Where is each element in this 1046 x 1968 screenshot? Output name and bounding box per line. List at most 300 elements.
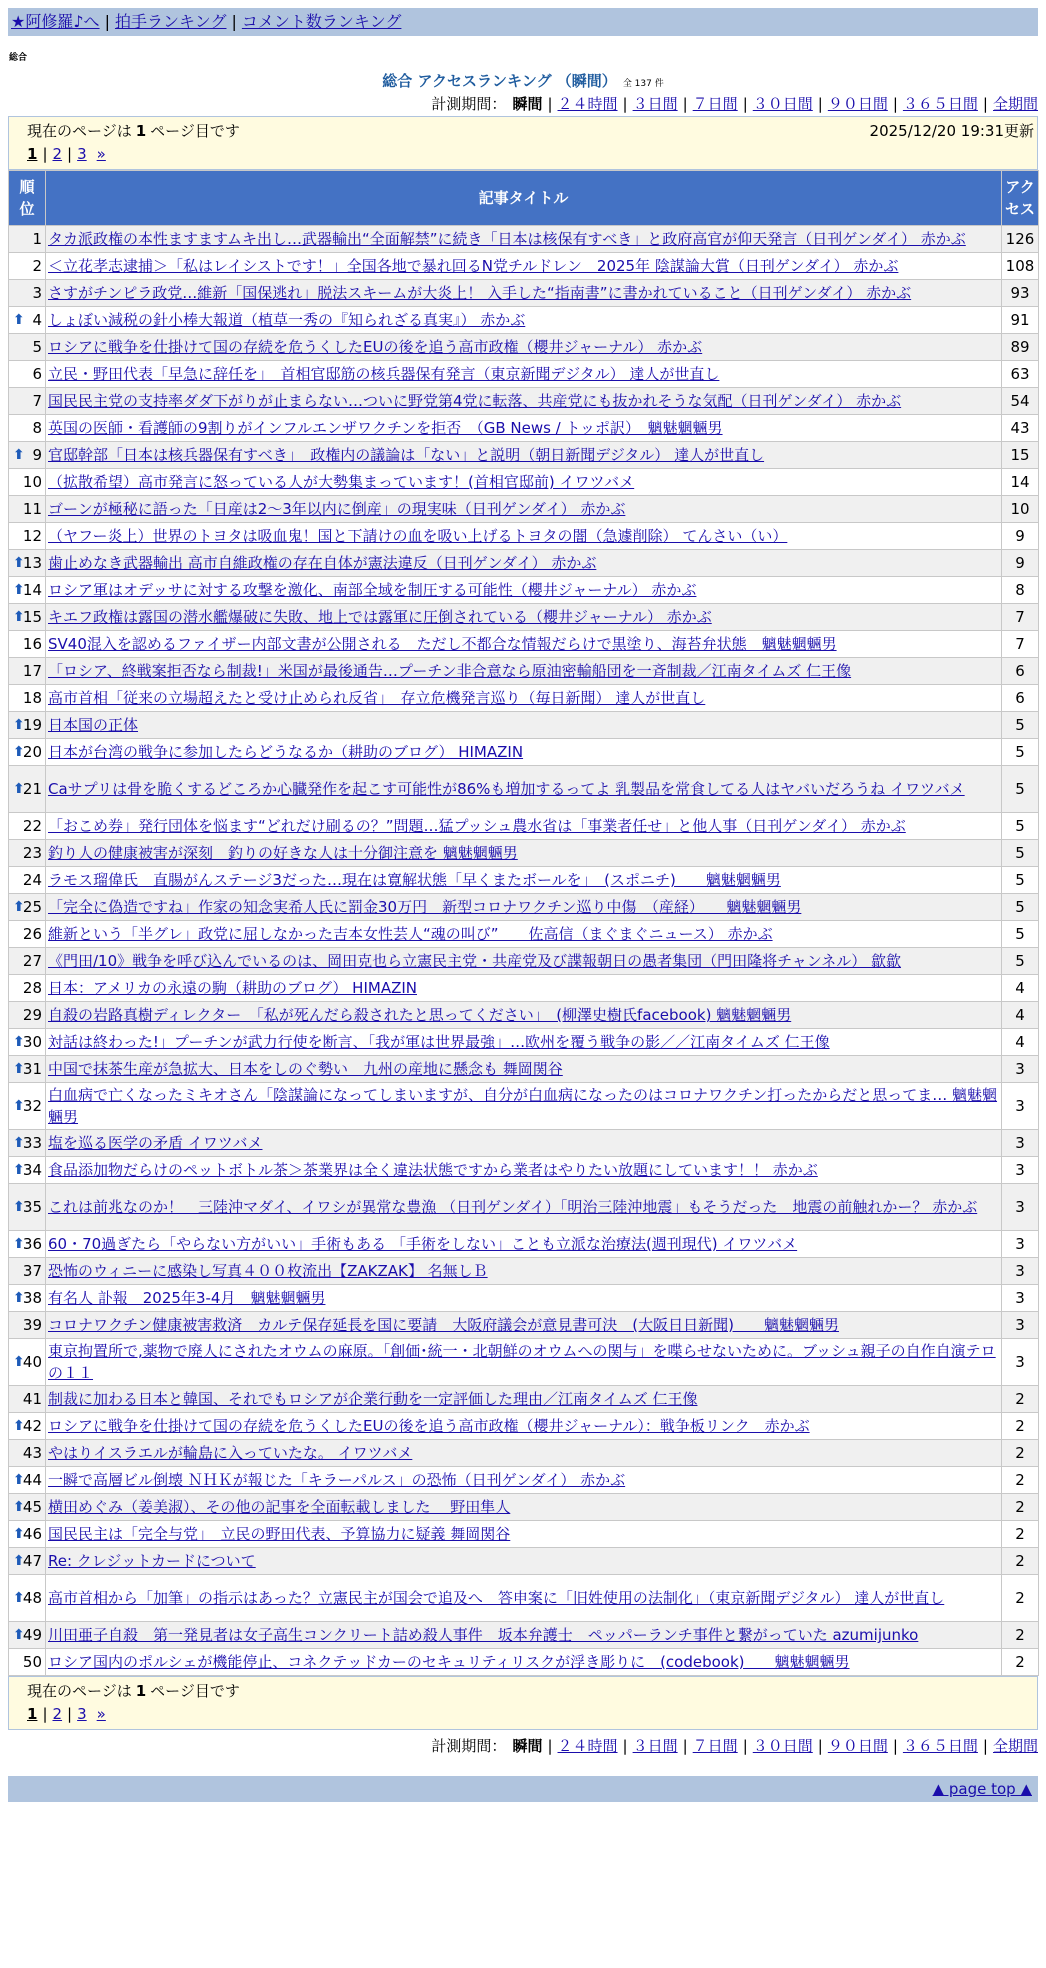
article-link[interactable]: （拡散希望）高市発言に怒っている人が大勢集まっています！(首相官邸前) イワツバメ xyxy=(48,473,635,491)
table-row xyxy=(9,1002,1039,1029)
rank-cell xyxy=(9,840,46,867)
table-row xyxy=(9,361,1039,388)
article-link[interactable]: 対話は終わった!」プーチンが武力行使を断言、「我が軍は世界最強」…欧州を覆う戦争の影／／江南タイムズ 仁王像 xyxy=(48,1033,830,1051)
up-arrow-icon: ⬆ xyxy=(13,312,25,328)
article-link[interactable]: 国民民主党の支持率ダダ下がりが止まらない…ついに野党第4党に転落、共産党にも抜かれそうな気配（日刊ゲンダイ） 赤かぶ xyxy=(48,392,902,410)
rank-cell xyxy=(9,334,46,361)
table-row xyxy=(9,1494,1039,1521)
up-arrow-icon: ⬆ xyxy=(13,717,25,733)
article-link[interactable]: コロナワクチン健康被害救済 カルテ保存延長を国に要請 大阪府議会が意見書可決 (大阪日日新聞) 魑魅魍魎男 xyxy=(48,1316,839,1334)
rank-number: 25 xyxy=(22,898,42,916)
period-separator: | xyxy=(817,95,823,113)
page-link-2[interactable]: 2 xyxy=(52,1705,63,1723)
access-count: 3 xyxy=(1002,1339,1039,1386)
rank-number: 27 xyxy=(22,952,42,970)
table-row xyxy=(9,658,1039,685)
rank-cell xyxy=(9,867,46,894)
title-cell xyxy=(46,631,1002,658)
table-row xyxy=(9,975,1039,1002)
page-link-3[interactable]: 3 xyxy=(77,145,87,163)
rank-cell xyxy=(9,1413,46,1440)
access-count: 5 xyxy=(1002,712,1039,739)
period-separator: | xyxy=(817,1737,823,1755)
period-separator: | xyxy=(742,1737,748,1755)
page-heading xyxy=(0,70,1046,92)
table-row xyxy=(9,469,1039,496)
rank-number: 24 xyxy=(22,871,42,889)
access-count: 3 xyxy=(1002,1231,1039,1258)
table-row xyxy=(9,921,1039,948)
rank-number: 23 xyxy=(22,844,42,862)
period-separator: | xyxy=(742,95,748,113)
page-link-3[interactable]: 3 xyxy=(77,1705,87,1723)
period-separator: | xyxy=(622,1737,628,1755)
rank-number: 37 xyxy=(22,1262,42,1280)
article-link[interactable]: 高市首相から「加筆」の指示はあった？立憲民主が国会で追及へ 答申案に「旧姓使用の法制化」（東京新聞デジタル） 達人が世直し xyxy=(48,1589,945,1607)
page-title: 総合 アクセスランキング （瞬間） xyxy=(382,72,617,90)
access-count: 2 xyxy=(1002,1467,1039,1494)
rank-cell xyxy=(9,1184,46,1231)
title-cell xyxy=(46,1258,1002,1285)
up-arrow-icon: ⬆ xyxy=(13,744,25,760)
article-link[interactable]: これは前兆なのか！ 三陸沖マダイ、イワシが異常な豊漁 （日刊ゲンダイ）「明治三陸沖地震」もそうだった 地震の前触れかー？ 赤かぶ xyxy=(48,1198,978,1216)
rank-number: 46 xyxy=(22,1525,42,1543)
period-link-2[interactable]: ７日間 xyxy=(692,95,738,113)
article-link[interactable]: 川田亜子自殺 第一発見者は女子高生コンクリート詰め殺人事件 坂本弁護士 ペッパーランチ事件と繋がっていた azumijunko xyxy=(48,1626,919,1644)
article-link[interactable]: 食品添加物だらけのペットボトル茶＞茶業界は全く違法状態ですから業者はやりたい放題にしています！！ 赤かぶ xyxy=(48,1161,818,1179)
access-count: 54 xyxy=(1002,388,1039,415)
rank-cell xyxy=(9,894,46,921)
article-link[interactable]: 高市首相「従来の立場超えたと受け止められ反省」 存立危機発言巡り（毎日新聞） 達人が世直し xyxy=(48,689,706,707)
rank-cell xyxy=(9,658,46,685)
article-link[interactable]: 立民・野田代表「早急に辞任を」 首相官邸筋の核兵器保有発言（東京新聞デジタル） 達人が世直し xyxy=(48,365,720,383)
access-count: 5 xyxy=(1002,921,1039,948)
title-cell xyxy=(46,1029,1002,1056)
rank-cell xyxy=(9,1494,46,1521)
rank-cell xyxy=(9,921,46,948)
access-count: 6 xyxy=(1002,685,1039,712)
next-page-link[interactable]: » xyxy=(96,1705,106,1723)
table-row xyxy=(9,307,1039,334)
table-row xyxy=(9,948,1039,975)
up-arrow-icon: ⬆ xyxy=(13,1590,25,1606)
title-cell xyxy=(46,1184,1002,1231)
article-link[interactable]: 中国で抹茶生産が急拡大、日本をしのぐ勢い 九州の産地に懸念も 舞岡関谷 xyxy=(48,1060,563,1078)
access-count: 89 xyxy=(1002,334,1039,361)
table-row xyxy=(9,1285,1039,1312)
article-link[interactable]: 維新という「半グレ」政党に屈しなかった吉本女性芸人“魂の叫び” 佐高信（まぐまぐニュース） 赤かぶ xyxy=(48,925,773,943)
article-link[interactable]: 《門田/10》戦争を呼び込んでいるのは、岡田克也ら立憲民主党・共産党及び諜報朝日の愚者集団（門田隆将チャンネル） 歙歙 xyxy=(48,952,902,970)
rank-cell xyxy=(9,577,46,604)
page-current: 1 xyxy=(27,145,38,163)
rank-cell xyxy=(9,415,46,442)
rank-number: 17 xyxy=(22,662,42,680)
access-header: アクセス xyxy=(1002,171,1039,226)
article-link[interactable]: やはりイスラエルが輪島に入っていたな。 イワツバメ xyxy=(48,1444,413,1462)
article-link[interactable]: 塩を巡る医学の矛盾 イワツバメ xyxy=(48,1134,263,1152)
rank-cell xyxy=(9,1575,46,1622)
table-row xyxy=(9,1258,1039,1285)
article-link[interactable]: 制裁に加わる日本と韓国、それでもロシアが企業行動を一定評価した理由／江南タイムズ 仁王像 xyxy=(48,1390,698,1408)
period-separator: | xyxy=(892,1737,898,1755)
article-link[interactable]: 歯止めなき武器輸出 高市自維政権の存在自体が憲法違反（日刊ゲンダイ） 赤かぶ xyxy=(48,554,597,572)
access-count: 93 xyxy=(1002,280,1039,307)
rank-cell xyxy=(9,550,46,577)
rank-cell xyxy=(9,1130,46,1157)
up-arrow-icon: ⬆ xyxy=(13,1098,25,1114)
table-row xyxy=(9,1467,1039,1494)
article-link[interactable]: 恐怖のウィニーに感染し写真４００枚流出【ZAKZAK】 名無しＢ xyxy=(48,1262,488,1280)
title-cell xyxy=(46,577,1002,604)
period-link-0[interactable]: ２４時間 xyxy=(557,95,618,113)
access-count: 3 xyxy=(1002,1184,1039,1231)
rank-cell xyxy=(9,1258,46,1285)
rank-number: 44 xyxy=(22,1471,42,1489)
article-link[interactable]: 白血病で亡くなったミキオさん「陰謀論になってしまいますが、自分が白血病になったのはコロナワクチン打ったからだと思ってま… 魑魅魍魎男 xyxy=(48,1086,998,1126)
period-link-4[interactable]: ９０日間 xyxy=(827,1737,888,1755)
access-count: 2 xyxy=(1002,1521,1039,1548)
rank-number: 39 xyxy=(22,1316,42,1334)
article-link[interactable]: ＜立花孝志逮捕＞「私はレイシストです！」全国各地で暴れ回るN党チルドレン 2025年 陰謀論大賞（日刊ゲンダイ） 赤かぶ xyxy=(48,257,899,275)
article-link[interactable]: 英国の医師・看護師の9割りがインフルエンザワクチンを拒否 （GB News / トッポ訳） 魑魅魍魎男 xyxy=(48,419,723,437)
rank-cell xyxy=(9,1056,46,1083)
period-link-5[interactable]: ３６５日間 xyxy=(902,95,978,113)
period-link-3[interactable]: ３０日間 xyxy=(752,1737,813,1755)
title-cell xyxy=(46,442,1002,469)
access-count: 6 xyxy=(1002,658,1039,685)
period-link-2[interactable]: ７日間 xyxy=(692,1737,738,1755)
access-count: 8 xyxy=(1002,577,1039,604)
rank-number: 31 xyxy=(22,1060,42,1078)
title-cell xyxy=(46,766,1002,813)
title-cell xyxy=(46,1467,1002,1494)
up-arrow-icon: ⬆ xyxy=(13,1236,25,1252)
period-separator: | xyxy=(682,1737,688,1755)
article-link[interactable]: SV40混入を認めるファイザー内部文書が公開される ただし不都合な情報だらけで黒塗り、海苔弁状態 魑魅魍魎男 xyxy=(48,635,837,653)
footer-bar xyxy=(8,1776,1038,1802)
up-arrow-icon: ⬆ xyxy=(13,1499,25,1515)
access-count: 3 xyxy=(1002,1285,1039,1312)
article-link[interactable]: 国民民主は「完全与党」 立民の野田代表、予算協力に疑義 舞岡関谷 xyxy=(48,1525,511,1543)
access-count: 108 xyxy=(1002,253,1039,280)
up-arrow-icon: ⬆ xyxy=(13,1354,25,1370)
pagination xyxy=(9,1703,1037,1725)
period-separator: | xyxy=(982,1737,988,1755)
rank-cell xyxy=(9,523,46,550)
period-separator: | xyxy=(682,95,688,113)
period-link-5[interactable]: ３６５日間 xyxy=(902,1737,978,1755)
home-link[interactable]: ★阿修羅♪へ xyxy=(11,12,100,31)
table-row xyxy=(9,1339,1039,1386)
article-link[interactable]: （ヤフー炎上）世界のトヨタは吸血鬼！国と下請けの血を吸い上げるトヨタの闇（急遽削除） てんさい（い） xyxy=(48,527,788,545)
access-count: 3 xyxy=(1002,1130,1039,1157)
access-count: 2 xyxy=(1002,1622,1039,1649)
rank-cell xyxy=(9,1467,46,1494)
table-row xyxy=(9,1184,1039,1231)
rank-number: 42 xyxy=(22,1417,42,1435)
rank-number: 45 xyxy=(22,1498,42,1516)
table-row xyxy=(9,1521,1039,1548)
table-row xyxy=(9,1157,1039,1184)
table-row xyxy=(9,280,1039,307)
access-count: 2 xyxy=(1002,1386,1039,1413)
title-cell xyxy=(46,1440,1002,1467)
table-row xyxy=(9,577,1039,604)
rank-number: 4 xyxy=(32,311,42,329)
article-link[interactable]: ラモス瑠偉氏 直腸がんステージ3だった…現在は寛解状態「早くまたボールを」 (スポニチ) 魑魅魍魎男 xyxy=(48,871,781,889)
article-link[interactable]: 横田めぐみ（姜美淑）、その他の記事を全面転載しました 野田隼人 xyxy=(48,1498,511,1516)
page-info-bottom xyxy=(8,1676,1038,1730)
table-row xyxy=(9,523,1039,550)
table-row xyxy=(9,496,1039,523)
rank-number: 12 xyxy=(22,527,42,545)
period-separator: | xyxy=(622,95,628,113)
access-count: 5 xyxy=(1002,948,1039,975)
article-link[interactable]: ゴーンが極秘に語った「日産は2～3年以内に倒産」の現実味（日刊ゲンダイ） 赤かぶ xyxy=(48,500,626,518)
title-cell xyxy=(46,1130,1002,1157)
table-row xyxy=(9,253,1039,280)
access-count: 4 xyxy=(1002,1002,1039,1029)
title-cell xyxy=(46,739,1002,766)
access-count: 43 xyxy=(1002,415,1039,442)
table-row xyxy=(9,1440,1039,1467)
access-count: 2 xyxy=(1002,1548,1039,1575)
up-arrow-icon: ⬆ xyxy=(13,1472,25,1488)
access-count: 4 xyxy=(1002,975,1039,1002)
rank-number: 6 xyxy=(32,365,42,383)
period-link-6[interactable]: 全期間 xyxy=(992,1737,1038,1755)
access-count: 5 xyxy=(1002,840,1039,867)
table-row xyxy=(9,739,1039,766)
period-link-1[interactable]: ３日間 xyxy=(632,95,678,113)
table-row xyxy=(9,388,1039,415)
title-cell xyxy=(46,1413,1002,1440)
rank-cell xyxy=(9,280,46,307)
period-link-3[interactable]: ３０日間 xyxy=(752,95,813,113)
title-cell xyxy=(46,1386,1002,1413)
rank-cell xyxy=(9,361,46,388)
up-arrow-icon: ⬆ xyxy=(13,1627,25,1643)
article-link[interactable]: Caサプリは骨を脆くするどころか心臓発作を起こす可能性が86%も増加するってよ 乳製品を常食してる人はヤバいだろうね イワツバメ xyxy=(48,780,965,798)
rank-number: 11 xyxy=(22,500,42,518)
table-row xyxy=(9,442,1039,469)
article-link[interactable]: 日本：アメリカの永遠の駒（耕助のブログ） HIMAZIN xyxy=(48,979,417,997)
table-row xyxy=(9,685,1039,712)
access-count: 15 xyxy=(1002,442,1039,469)
rank-cell xyxy=(9,1548,46,1575)
access-count: 5 xyxy=(1002,766,1039,813)
rank-number: 2 xyxy=(32,257,42,275)
rank-number: 41 xyxy=(22,1390,42,1408)
rank-cell xyxy=(9,631,46,658)
access-count: 2 xyxy=(1002,1440,1039,1467)
page-current: 1 xyxy=(27,1705,38,1723)
rank-cell xyxy=(9,1649,46,1676)
title-cell xyxy=(46,361,1002,388)
rank-cell xyxy=(9,766,46,813)
current-page-text: 現在のページは 1 ページ目です xyxy=(27,122,240,140)
article-link[interactable]: 有名人 訃報 2025年3-4月 魑魅魍魎男 xyxy=(48,1289,326,1307)
rank-number: 9 xyxy=(32,446,42,464)
rank-cell xyxy=(9,685,46,712)
title-cell xyxy=(46,523,1002,550)
article-link[interactable]: 釣り人の健康被害が深刻 釣りの好きな人は十分御注意を 魑魅魍魎男 xyxy=(48,844,518,862)
table-row xyxy=(9,334,1039,361)
title-cell xyxy=(46,1083,1002,1130)
total-count: 全 137 件 xyxy=(622,79,664,89)
period-link-4[interactable]: ９０日間 xyxy=(827,95,888,113)
title-cell xyxy=(46,1494,1002,1521)
title-cell xyxy=(46,1521,1002,1548)
title-cell xyxy=(46,604,1002,631)
rank-number: 3 xyxy=(32,284,42,302)
rank-number: 32 xyxy=(22,1097,42,1115)
title-cell xyxy=(46,894,1002,921)
rank-number: 29 xyxy=(22,1006,42,1024)
title-cell xyxy=(46,921,1002,948)
table-row xyxy=(9,894,1039,921)
title-cell xyxy=(46,1575,1002,1622)
access-count: 5 xyxy=(1002,739,1039,766)
title-cell xyxy=(46,253,1002,280)
article-link[interactable]: ロシアに戦争を仕掛けて国の存続を危うくしたEUの後を追う高市政権（櫻井ジャーナル）：戦争板リンク 赤かぶ xyxy=(48,1417,810,1435)
next-page-link[interactable]: » xyxy=(96,145,106,163)
rank-number: 5 xyxy=(32,338,42,356)
article-link[interactable]: 日本国の正体 xyxy=(48,716,139,734)
access-count: 7 xyxy=(1002,631,1039,658)
article-link[interactable]: Re: クレジットカードについて xyxy=(48,1552,256,1570)
period-selector-bottom xyxy=(0,1734,1046,1758)
access-count: 3 xyxy=(1002,1157,1039,1184)
rank-number: 34 xyxy=(22,1161,42,1179)
rank-cell xyxy=(9,496,46,523)
title-cell xyxy=(46,1339,1002,1386)
table-row xyxy=(9,226,1039,253)
up-arrow-icon: ⬆ xyxy=(13,1526,25,1542)
article-link[interactable]: タカ派政権の本性ますますムキ出し…武器輸出“全面解禁”に続き「日本は核保有すべき」と政府高官が仰天発言（日刊ゲンダイ） 赤かぶ xyxy=(48,230,966,248)
table-row xyxy=(9,631,1039,658)
up-arrow-icon: ⬆ xyxy=(13,1290,25,1306)
rank-number: 28 xyxy=(22,979,42,997)
rank-cell xyxy=(9,307,46,334)
rank-cell xyxy=(9,975,46,1002)
page-info-top xyxy=(8,116,1038,170)
up-arrow-icon: ⬆ xyxy=(13,1135,25,1151)
article-link[interactable]: さすがチンピラ政党…維新「国保逃れ」脱法スキームが大炎上！ 入手した“指南書”に書かれていること（日刊ゲンダイ） 赤かぶ xyxy=(48,284,912,302)
rank-cell xyxy=(9,1029,46,1056)
access-count: 3 xyxy=(1002,1056,1039,1083)
rank-number: 14 xyxy=(22,581,42,599)
access-count: 10 xyxy=(1002,496,1039,523)
table-row xyxy=(9,550,1039,577)
rank-cell xyxy=(9,712,46,739)
page-separator: | xyxy=(42,1705,48,1723)
table-row xyxy=(9,1029,1039,1056)
title-cell xyxy=(46,1548,1002,1575)
article-link[interactable]: キエフ政権は露国の潜水艦爆破に失敗、地上では露軍に圧倒されている（櫻井ジャーナル） 赤かぶ xyxy=(48,608,712,626)
article-link[interactable]: 日本が台湾の戦争に参加したらどうなるか（耕助のブログ） HIMAZIN xyxy=(48,743,524,761)
article-link[interactable]: 「おこめ券」発行団体を悩ます“どれだけ刷るの？”問題…猛プッシュ農水省は「事業者任せ」と他人事（日刊ゲンダイ） 赤かぶ xyxy=(48,817,906,835)
article-link[interactable]: 東京拘置所で,薬物で廃人にされたオウムの麻原。「創価･統一・北朝鮮のオウムへの関与」を喋らせないために。ブッシュ親子の自作自演テロの１１ xyxy=(48,1342,996,1382)
table-row xyxy=(9,1312,1039,1339)
access-count: 2 xyxy=(1002,1649,1039,1676)
article-link[interactable]: しょぼい減税の針小棒大報道（植草一秀の『知られざる真実』） 赤かぶ xyxy=(48,311,526,329)
rank-number: 16 xyxy=(22,635,42,653)
title-cell xyxy=(46,280,1002,307)
comment-ranking-link[interactable]: コメント数ランキング xyxy=(241,12,402,31)
table-row xyxy=(9,867,1039,894)
period-separator: | xyxy=(982,95,988,113)
access-count: 3 xyxy=(1002,1083,1039,1130)
article-link[interactable]: 官邸幹部「日本は核兵器保有すべき」 政権内の議論は「ない」と説明（朝日新聞デジタル） 達人が世直し xyxy=(48,446,765,464)
up-arrow-icon: ⬆ xyxy=(13,555,25,571)
article-link[interactable]: 自殺の岩路真樹ディレクター 「私が死んだら殺されたと思ってください」 (柳澤史樹氏facebook) 魑魅魍魎男 xyxy=(48,1006,792,1024)
page-top-link[interactable]: ▲ page top ▲ xyxy=(932,1780,1032,1798)
rank-cell xyxy=(9,1002,46,1029)
title-cell xyxy=(46,1056,1002,1083)
rank-number: 7 xyxy=(32,392,42,410)
table-row xyxy=(9,813,1039,840)
article-link[interactable]: 一瞬で高層ビル倒壊 ＮＨＫが報じた「キラーパルス」の恐怖（日刊ゲンダイ） 赤かぶ xyxy=(48,1471,626,1489)
title-cell xyxy=(46,948,1002,975)
period-link-1[interactable]: ３日間 xyxy=(632,1737,678,1755)
up-arrow-icon: ⬆ xyxy=(13,1061,25,1077)
article-link[interactable]: 「完全に偽造ですね」作家の知念実希人氏に罰金30万円 新型コロナワクチン巡り中傷 （産経） 魑魅魍魎男 xyxy=(48,898,802,916)
access-count: 5 xyxy=(1002,867,1039,894)
period-current: 瞬間 xyxy=(512,1737,543,1755)
rank-cell xyxy=(9,226,46,253)
article-link[interactable]: ロシアに戦争を仕掛けて国の存続を危うくしたEUの後を追う高市政権（櫻井ジャーナル） 赤かぶ xyxy=(48,338,703,356)
title-cell xyxy=(46,388,1002,415)
current-page-text: 現在のページは 1 ページ目です xyxy=(27,1682,240,1700)
title-cell xyxy=(46,867,1002,894)
page-link-2[interactable]: 2 xyxy=(52,145,63,163)
article-link[interactable]: ロシア軍はオデッサに対する攻撃を激化、南部全域を制圧する可能性（櫻井ジャーナル） 赤かぶ xyxy=(48,581,697,599)
title-cell xyxy=(46,1157,1002,1184)
article-link[interactable]: 60・70過ぎたら「やらない方がいい」手術もある 「手術をしない」ことも立派な治療法(週刊現代) イワツバメ xyxy=(48,1235,798,1253)
article-link[interactable]: ロシア国内のポルシェが機能停止、コネクテッドカーのセキュリティリスクが浮き彫りに (codebook) 魑魅魍魎男 xyxy=(48,1653,850,1671)
table-row xyxy=(9,1231,1039,1258)
rank-header: 順位 xyxy=(9,171,46,226)
rank-cell xyxy=(9,442,46,469)
applause-ranking-link[interactable]: 拍手ランキング xyxy=(114,12,227,31)
rank-number: 1 xyxy=(32,230,42,248)
up-arrow-icon: ⬆ xyxy=(13,1162,25,1178)
article-link[interactable]: 「ロシア、終戦案拒否なら制裁!」米国が最後通告…プーチン非合意なら原油密輸船団を一斉制裁／江南タイムズ 仁王像 xyxy=(48,662,852,680)
title-cell xyxy=(46,550,1002,577)
up-arrow-icon: ⬆ xyxy=(13,582,25,598)
period-link-0[interactable]: ２４時間 xyxy=(557,1737,618,1755)
up-arrow-icon: ⬆ xyxy=(13,1418,25,1434)
period-selector xyxy=(0,92,1046,116)
rank-number: 48 xyxy=(22,1589,42,1607)
rank-cell xyxy=(9,813,46,840)
table-row xyxy=(9,840,1039,867)
rank-cell xyxy=(9,1339,46,1386)
access-count: 3 xyxy=(1002,1258,1039,1285)
period-separator: | xyxy=(892,95,898,113)
access-count: 9 xyxy=(1002,523,1039,550)
period-link-6[interactable]: 全期間 xyxy=(992,95,1038,113)
period-separator: | xyxy=(547,1737,553,1755)
title-cell xyxy=(46,685,1002,712)
rank-number: 26 xyxy=(22,925,42,943)
title-cell xyxy=(46,1285,1002,1312)
rank-number: 10 xyxy=(22,473,42,491)
rank-cell xyxy=(9,948,46,975)
page-separator: | xyxy=(42,145,48,163)
period-separator: | xyxy=(547,95,553,113)
